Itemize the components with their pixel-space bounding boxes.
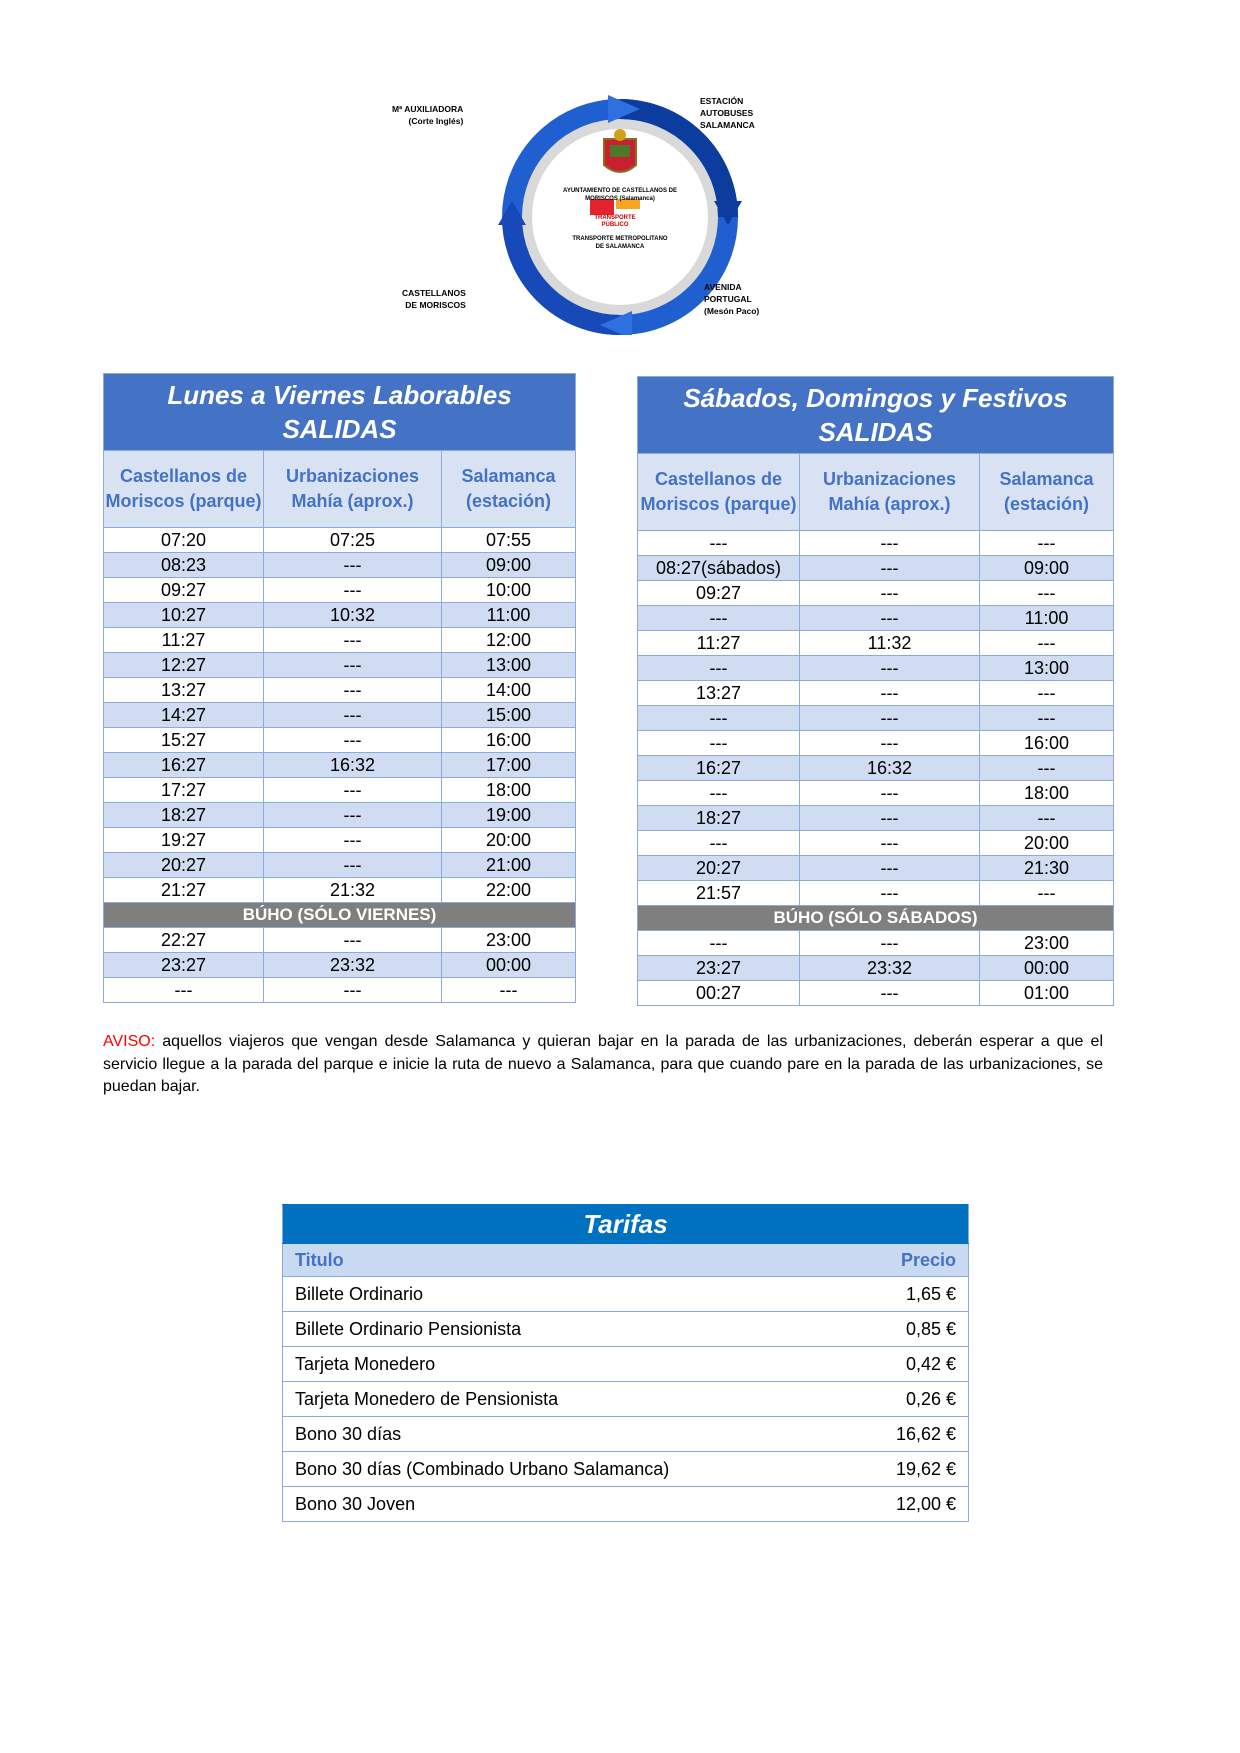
col-header-salamanca: Salamanca (estación) [980,454,1114,531]
time-castellanos: 17:27 [104,778,264,803]
time-salamanca: 09:00 [980,556,1114,581]
stop-avenida [704,281,759,317]
time-castellanos: 20:27 [104,853,264,878]
time-castellanos: 09:27 [638,581,800,606]
time-castellanos: 08:23 [104,553,264,578]
weekend-schedule-table [637,376,1114,1006]
stop-label: ESTACIÓN [700,96,744,106]
schedule-row [638,556,1114,581]
time-urbanizaciones: --- [800,531,980,556]
time-castellanos: 13:27 [638,681,800,706]
weekend-title [638,377,1114,454]
stop-label: CASTELLANOS [402,288,466,298]
title-line: Lunes a Viernes Laborables [167,380,512,410]
caption-line: DE SALAMANCA [595,244,645,250]
schedule-row [638,856,1114,881]
time-castellanos: 07:20 [104,528,264,553]
time-salamanca: 19:00 [442,803,576,828]
time-salamanca: 09:00 [442,553,576,578]
time-castellanos: 18:27 [638,806,800,831]
time-salamanca: --- [980,531,1114,556]
schedule-row [104,578,576,603]
time-urbanizaciones: --- [800,856,980,881]
time-salamanca: 18:00 [980,781,1114,806]
time-salamanca: 11:00 [980,606,1114,631]
buho-saturday-label: BÚHO (SÓLO SÁBADOS) [638,906,1114,931]
time-castellanos: --- [638,931,800,956]
weekday-buho-rows [104,928,576,1003]
schedule-row [104,653,576,678]
time-castellanos: 23:27 [104,953,264,978]
stop-estacion [700,95,755,131]
time-castellanos: 22:27 [104,928,264,953]
time-urbanizaciones: --- [800,731,980,756]
time-salamanca: 12:00 [442,628,576,653]
col-header-urbanizaciones: Urbanizaciones Mahía (aprox.) [800,454,980,531]
time-castellanos: 21:27 [104,878,264,903]
time-castellanos: 08:27(sábados) [638,556,800,581]
time-castellanos: 10:27 [104,603,264,628]
time-salamanca: 20:00 [980,831,1114,856]
time-urbanizaciones: --- [264,553,442,578]
time-salamanca: --- [980,581,1114,606]
stop-label: AUTOBUSES [700,108,754,118]
stop-label: AVENIDA [704,282,742,292]
time-salamanca: 00:00 [442,953,576,978]
time-salamanca: 21:00 [442,853,576,878]
time-castellanos: 11:27 [638,631,800,656]
time-urbanizaciones: --- [264,678,442,703]
route-diagram [392,95,810,335]
transporte-publico-logo [590,215,640,229]
schedule-row [104,953,576,978]
time-salamanca: 23:00 [442,928,576,953]
time-urbanizaciones: --- [800,656,980,681]
stop-label: DE MORISCOS [405,300,466,310]
schedule-row [638,931,1114,956]
time-castellanos: --- [638,706,800,731]
time-salamanca: 13:00 [980,656,1114,681]
fare-row [283,1452,969,1487]
time-salamanca: 01:00 [980,981,1114,1006]
time-urbanizaciones: --- [800,781,980,806]
stop-label: SALAMANCA [700,120,755,130]
time-urbanizaciones: 23:32 [264,953,442,978]
time-salamanca: 20:00 [442,828,576,853]
logo-line: TRANSPORTE [594,215,636,221]
time-castellanos: 18:27 [104,803,264,828]
schedule-row [638,581,1114,606]
time-urbanizaciones: 10:32 [264,603,442,628]
fare-price: 1,65 € [803,1277,969,1312]
time-salamanca: 21:30 [980,856,1114,881]
time-castellanos: 14:27 [104,703,264,728]
fare-name: Tarjeta Monedero [283,1347,803,1382]
time-urbanizaciones: 16:32 [800,756,980,781]
time-salamanca: 13:00 [442,653,576,678]
time-salamanca: 18:00 [442,778,576,803]
title-line: SALIDAS [282,414,397,444]
schedule-row [104,828,576,853]
caption-line: MORISCOS (Salamanca) [585,196,655,202]
fare-price: 19,62 € [803,1452,969,1487]
fares-title: Tarifas [283,1205,969,1244]
fare-name: Billete Ordinario [283,1277,803,1312]
schedule-row [104,778,576,803]
time-urbanizaciones: --- [800,981,980,1006]
time-urbanizaciones: 07:25 [264,528,442,553]
schedule-row [104,603,576,628]
weekend-rows [638,531,1114,906]
schedule-row [638,656,1114,681]
time-urbanizaciones: --- [264,928,442,953]
time-urbanizaciones: --- [264,828,442,853]
time-salamanca: 07:55 [442,528,576,553]
col-header-castellanos: Castellanos de Moriscos (parque) [104,451,264,528]
fare-name: Bono 30 Joven [283,1487,803,1522]
aviso-text: aquellos viajeros que vengan desde Salamanca y quieran bajar en la parada de las urbanizaciones, deberán esperar a que el servicio llegue a la parada del parque e inicie la ruta de nuevo a Salamanca, para que cuando pare en la parada de las urbanizaciones, se puedan bajar. [103,1033,1103,1095]
col-header-castellanos: Castellanos de Moriscos (parque) [638,454,800,531]
time-castellanos: --- [638,531,800,556]
time-salamanca: 15:00 [442,703,576,728]
time-salamanca: --- [980,881,1114,906]
time-salamanca: 14:00 [442,678,576,703]
schedule-row [638,706,1114,731]
fare-row [283,1347,969,1382]
fare-name: Billete Ordinario Pensionista [283,1312,803,1347]
time-urbanizaciones: --- [264,728,442,753]
time-castellanos: 11:27 [104,628,264,653]
time-salamanca: --- [980,681,1114,706]
time-salamanca: --- [980,806,1114,831]
fare-rows [283,1277,969,1522]
time-urbanizaciones: 16:32 [264,753,442,778]
schedule-row [104,803,576,828]
time-castellanos: 16:27 [638,756,800,781]
time-castellanos: 00:27 [638,981,800,1006]
fare-price: 0,26 € [803,1382,969,1417]
title-line: Sábados, Domingos y Festivos [683,383,1068,413]
time-salamanca: 17:00 [442,753,576,778]
fares-col-title: Titulo [283,1244,803,1277]
time-urbanizaciones: --- [264,653,442,678]
time-urbanizaciones: 23:32 [800,956,980,981]
time-urbanizaciones: --- [264,853,442,878]
schedule-row [104,753,576,778]
stop-label: (Mesón Paco) [704,306,760,316]
time-castellanos: --- [638,831,800,856]
time-urbanizaciones: --- [800,581,980,606]
fare-row [283,1312,969,1347]
schedule-row [638,831,1114,856]
time-urbanizaciones: --- [264,778,442,803]
schedule-row [638,681,1114,706]
schedule-row [104,928,576,953]
fares-col-price: Precio [803,1244,969,1277]
time-urbanizaciones: --- [800,806,980,831]
time-urbanizaciones: --- [800,556,980,581]
stop-label: Mª AUXILIADORA [392,104,464,114]
aviso-notice [103,1031,1103,1099]
time-urbanizaciones: --- [264,803,442,828]
fare-price: 12,00 € [803,1487,969,1522]
time-castellanos: 16:27 [104,753,264,778]
aviso-label: AVISO: [103,1033,156,1050]
schedule-row [638,531,1114,556]
time-castellanos: --- [638,781,800,806]
schedule-row [104,878,576,903]
schedule-row [104,703,576,728]
buho-friday-label: BÚHO (SÓLO VIERNES) [104,903,576,928]
stop-label: (Corte Inglés) [408,116,464,126]
schedule-row [104,528,576,553]
fare-price: 0,42 € [803,1347,969,1382]
time-urbanizaciones: --- [264,978,442,1003]
fare-name: Bono 30 días [283,1417,803,1452]
time-castellanos: 23:27 [638,956,800,981]
time-urbanizaciones: 11:32 [800,631,980,656]
time-castellanos: 19:27 [104,828,264,853]
fare-price: 16,62 € [803,1417,969,1452]
schedule-row [638,731,1114,756]
time-castellanos: --- [638,731,800,756]
time-urbanizaciones: --- [264,628,442,653]
weekend-buho-rows [638,931,1114,1006]
schedule-row [104,628,576,653]
time-castellanos: 20:27 [638,856,800,881]
schedule-row [638,606,1114,631]
time-castellanos: 15:27 [104,728,264,753]
time-urbanizaciones: --- [264,703,442,728]
schedule-row [104,853,576,878]
schedule-row [104,728,576,753]
schedule-row [638,781,1114,806]
time-castellanos: --- [638,656,800,681]
title-line: SALIDAS [818,417,933,447]
fares-table [282,1204,969,1522]
fare-price: 0,85 € [803,1312,969,1347]
time-urbanizaciones: --- [800,931,980,956]
time-salamanca: --- [442,978,576,1003]
time-castellanos: --- [638,606,800,631]
weekday-rows [104,528,576,903]
time-castellanos: 09:27 [104,578,264,603]
fare-row [283,1417,969,1452]
schedule-row [104,678,576,703]
fare-name: Bono 30 días (Combinado Urbano Salamanca) [283,1452,803,1487]
time-castellanos: 21:57 [638,881,800,906]
time-salamanca: --- [980,756,1114,781]
time-urbanizaciones: 21:32 [264,878,442,903]
time-castellanos: 13:27 [104,678,264,703]
time-salamanca: 16:00 [980,731,1114,756]
time-salamanca: --- [980,631,1114,656]
time-salamanca: 11:00 [442,603,576,628]
time-urbanizaciones: --- [800,706,980,731]
time-castellanos: --- [104,978,264,1003]
time-urbanizaciones: --- [800,831,980,856]
time-urbanizaciones: --- [264,578,442,603]
schedule-row [104,978,576,1003]
time-salamanca: 10:00 [442,578,576,603]
caption-line: TRANSPORTE METROPOLITANO [572,236,668,242]
metro-caption [550,235,690,251]
schedule-row [638,631,1114,656]
col-header-urbanizaciones: Urbanizaciones Mahía (aprox.) [264,451,442,528]
stop-auxiliadora [392,103,463,127]
weekday-title [104,374,576,451]
schedule-row [638,956,1114,981]
time-urbanizaciones: --- [800,606,980,631]
schedule-row [638,756,1114,781]
schedule-row [104,553,576,578]
fare-row [283,1487,969,1522]
fare-name: Tarjeta Monedero de Pensionista [283,1382,803,1417]
stop-label: PORTUGAL [704,294,752,304]
schedule-row [638,981,1114,1006]
fare-row [283,1382,969,1417]
time-salamanca: 23:00 [980,931,1114,956]
schedule-row [638,806,1114,831]
caption-line: AYUNTAMIENTO DE CASTELLANOS DE [563,188,677,194]
time-castellanos: 12:27 [104,653,264,678]
time-salamanca: 00:00 [980,956,1114,981]
ayuntamiento-caption [550,187,690,203]
stop-castellanos [402,287,466,311]
col-header-salamanca: Salamanca (estación) [442,451,576,528]
weekday-schedule-table [103,373,576,1003]
time-salamanca: 16:00 [442,728,576,753]
logo-line: PÚBLICO [601,222,629,228]
fare-row [283,1277,969,1312]
time-urbanizaciones: --- [800,881,980,906]
time-salamanca: 22:00 [442,878,576,903]
time-salamanca: --- [980,706,1114,731]
schedule-row [638,881,1114,906]
time-urbanizaciones: --- [800,681,980,706]
